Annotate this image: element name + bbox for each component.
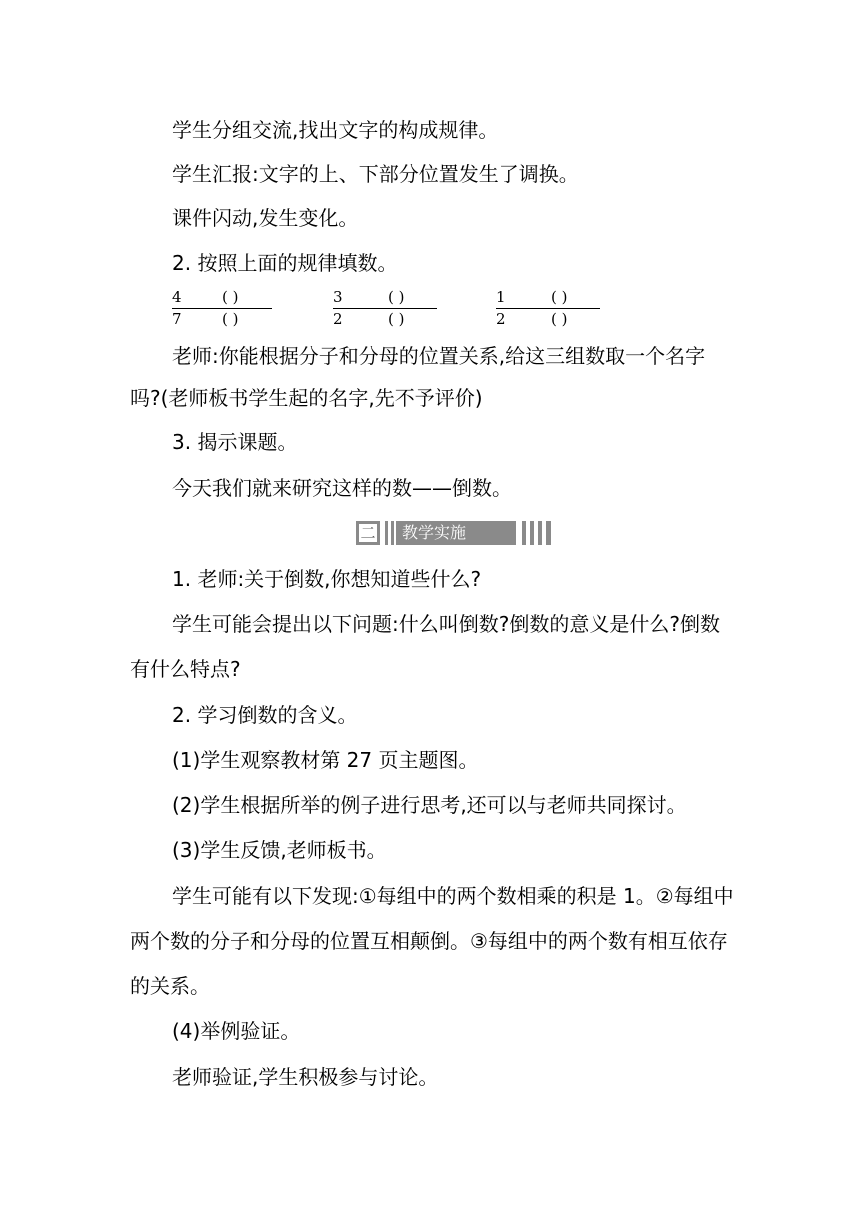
paragraph-5a: 老师:你能根据分子和分母的位置关系,给这三组数取一个名字 bbox=[172, 344, 706, 368]
paragraph-12: (2)学生根据所举的例子进行思考,还可以与老师共同探讨。 bbox=[172, 793, 687, 817]
section-title: 教学实施 bbox=[402, 523, 467, 542]
fraction-bar bbox=[172, 308, 272, 309]
fraction-group-2 bbox=[333, 288, 437, 332]
fraction-exercise-row bbox=[0, 288, 860, 332]
paragraph-6: 3. 揭示课题。 bbox=[172, 430, 298, 454]
fraction-bar bbox=[496, 308, 600, 309]
paragraph-13: (3)学生反馈,老师板书。 bbox=[172, 838, 387, 862]
paragraph-3: 课件闪动,发生变化。 bbox=[172, 206, 359, 230]
section-number: 二 bbox=[360, 524, 376, 542]
section-banner bbox=[356, 521, 555, 545]
answer-blank-bottom: ( ) bbox=[388, 310, 405, 328]
banner-stripe bbox=[546, 521, 551, 545]
paragraph-1: 学生分组交流,找出文字的构成规律。 bbox=[172, 118, 499, 142]
banner-stripe bbox=[522, 521, 526, 545]
section-number-box bbox=[356, 521, 380, 545]
section-title-bar bbox=[396, 521, 516, 545]
answer-blank-top: ( ) bbox=[388, 288, 405, 306]
answer-blank-bottom: ( ) bbox=[551, 310, 568, 328]
paragraph-14b: 两个数的分子和分母的位置互相颠倒。③每组中的两个数有相互依存 bbox=[130, 929, 728, 953]
paragraph-2: 学生汇报:文字的上、下部分位置发生了调换。 bbox=[172, 162, 579, 186]
fraction-denominator: 7 bbox=[172, 310, 182, 328]
fraction-group-3 bbox=[496, 288, 600, 332]
answer-blank-top: ( ) bbox=[222, 288, 239, 306]
paragraph-15: (4)举例验证。 bbox=[172, 1019, 301, 1043]
banner-stripe bbox=[391, 521, 394, 545]
fraction-bar bbox=[333, 308, 437, 309]
answer-blank-bottom: ( ) bbox=[222, 310, 239, 328]
banner-stripe bbox=[385, 521, 388, 545]
paragraph-10: 2. 学习倒数的含义。 bbox=[172, 703, 358, 727]
fraction-numerator: 4 bbox=[172, 288, 182, 306]
paragraph-8: 1. 老师:关于倒数,你想知道些什么? bbox=[172, 567, 482, 591]
paragraph-14a: 学生可能有以下发现:①每组中的两个数相乘的积是 1。②每组中 bbox=[172, 884, 734, 908]
paragraph-7: 今天我们就来研究这样的数——倒数。 bbox=[172, 476, 512, 500]
paragraph-9b: 有什么特点? bbox=[130, 657, 241, 681]
fraction-numerator: 1 bbox=[496, 288, 506, 306]
fraction-numerator: 3 bbox=[333, 288, 343, 306]
fraction-group-1 bbox=[172, 288, 272, 332]
paragraph-4: 2. 按照上面的规律填数。 bbox=[172, 251, 398, 275]
paragraph-14c: 的关系。 bbox=[130, 974, 210, 998]
fraction-denominator: 2 bbox=[333, 310, 343, 328]
banner-stripe bbox=[530, 521, 534, 545]
paragraph-11: (1)学生观察教材第 27 页主题图。 bbox=[172, 748, 479, 772]
banner-stripe bbox=[538, 521, 542, 545]
paragraph-9a: 学生可能会提出以下问题:什么叫倒数?倒数的意义是什么?倒数 bbox=[172, 612, 720, 636]
answer-blank-top: ( ) bbox=[551, 288, 568, 306]
paragraph-5b: 吗?(老师板书学生起的名字,先不予评价) bbox=[130, 386, 483, 410]
paragraph-16: 老师验证,学生积极参与讨论。 bbox=[172, 1065, 439, 1089]
fraction-denominator: 2 bbox=[496, 310, 506, 328]
